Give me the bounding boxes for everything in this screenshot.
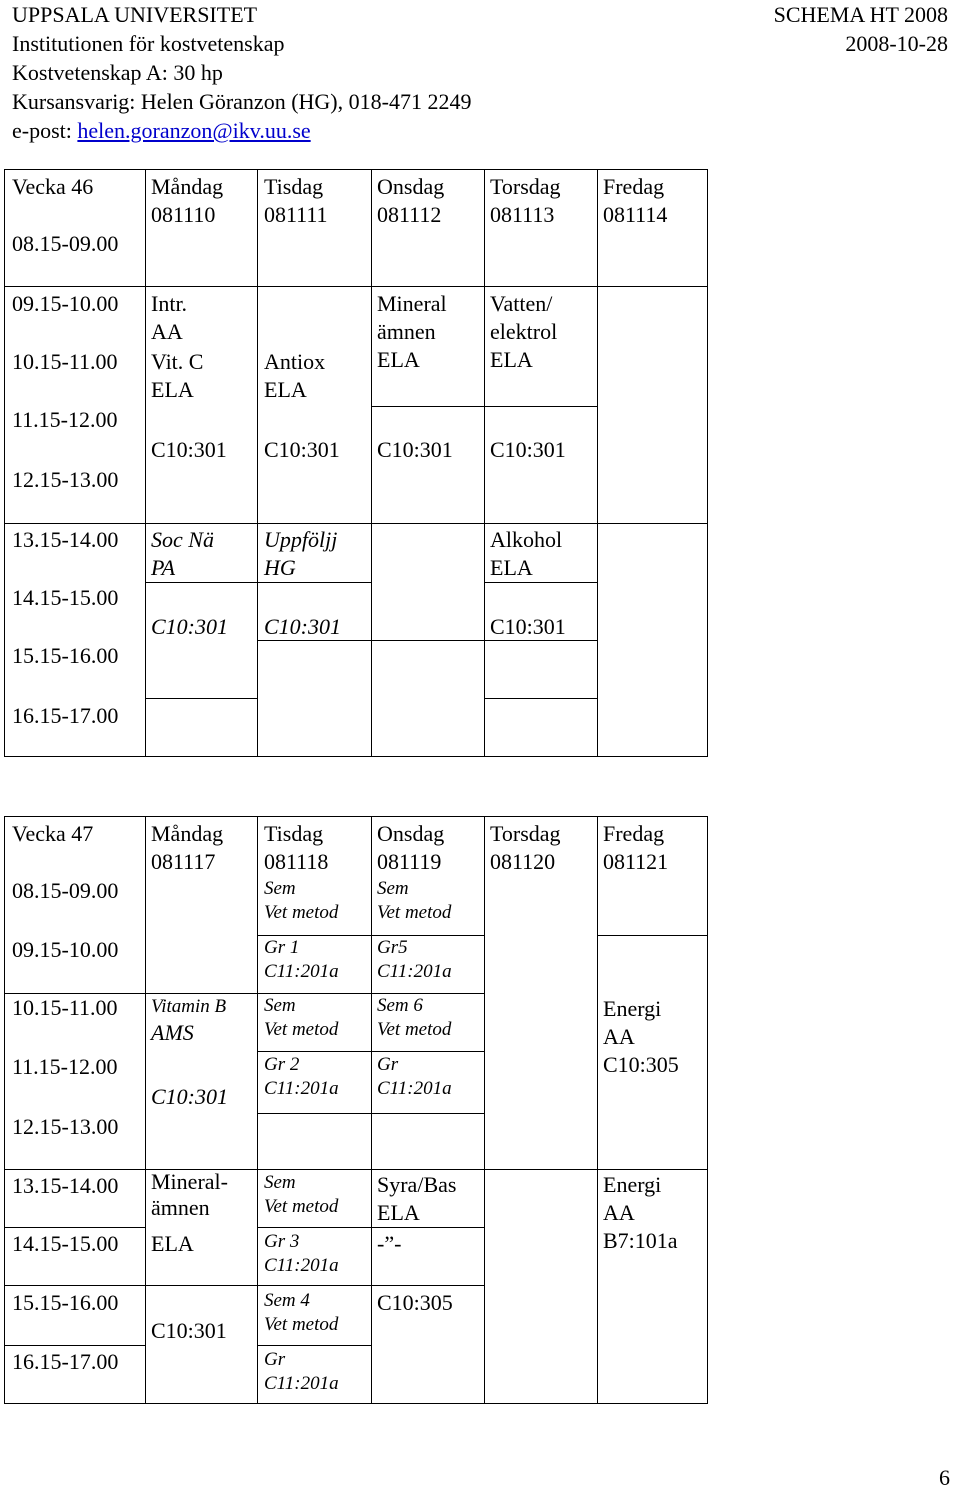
seminar-cell: Sem Vet metod bbox=[377, 878, 452, 923]
lecture-cell: Antiox ELA bbox=[264, 349, 326, 402]
lecture-cell: Vitamin B bbox=[151, 996, 227, 1017]
time-slot: 15.15-16.00 bbox=[12, 643, 119, 668]
seminar-cell: Sem 4 Vet metod bbox=[264, 1290, 339, 1335]
day-name: Tisdag bbox=[264, 174, 324, 199]
group-cell: Gr 3 C11:201a bbox=[264, 1231, 339, 1276]
lecture-cell: Syra/Bas ELA bbox=[377, 1172, 457, 1225]
lecture-cell: Soc Nä PA bbox=[151, 527, 214, 580]
week46-schedule bbox=[4, 169, 708, 757]
room-cell: C10:301 bbox=[151, 614, 228, 639]
lecture-cell: Energi AA B7:101a bbox=[603, 1172, 678, 1253]
group-cell: Gr C11:201a bbox=[264, 1349, 339, 1394]
time-slot: 10.15-11.00 bbox=[12, 349, 118, 374]
group-cell: Gr C11:201a bbox=[377, 1054, 452, 1099]
ditto-cell: -”- bbox=[377, 1231, 402, 1256]
room-cell: C10:301 bbox=[377, 437, 453, 462]
room-cell: C10:301 bbox=[151, 1084, 228, 1109]
time-slot: 08.15-09.00 bbox=[12, 231, 119, 256]
time-slot: 09.15-10.00 bbox=[12, 291, 119, 316]
day-date: 081111 bbox=[264, 202, 328, 227]
time-slot: 16.15-17.00 bbox=[12, 703, 119, 728]
room-cell: C10:301 bbox=[151, 1318, 227, 1343]
group-cell: Gr5 C11:201a bbox=[377, 937, 452, 982]
day-name: Onsdag bbox=[377, 174, 445, 199]
day-date: 081120 bbox=[490, 849, 556, 874]
day-name: Måndag bbox=[151, 174, 224, 199]
lecture-cell: ELA bbox=[151, 1231, 194, 1256]
lecture-cell: Vit. C ELA bbox=[151, 349, 204, 402]
lecture-cell: Mineral ämnen ELA bbox=[377, 291, 447, 372]
course-name: Kostvetenskap A: 30 hp bbox=[12, 60, 223, 85]
email-label: e-post: bbox=[12, 118, 78, 143]
week-label: Vecka 46 bbox=[12, 174, 94, 199]
time-slot: 10.15-11.00 bbox=[12, 995, 118, 1020]
day-name: Tisdag bbox=[264, 821, 324, 846]
day-name: Onsdag bbox=[377, 821, 445, 846]
time-slot: 13.15-14.00 bbox=[12, 527, 119, 552]
time-slot: 16.15-17.00 bbox=[12, 1349, 119, 1374]
time-slot: 11.15-12.00 bbox=[12, 1054, 118, 1079]
schedule-title: SCHEMA HT 2008 bbox=[773, 2, 948, 27]
room-cell: C10:301 bbox=[264, 614, 341, 639]
day-date: 081117 bbox=[151, 849, 216, 874]
day-name: Fredag bbox=[603, 174, 665, 199]
time-slot: 09.15-10.00 bbox=[12, 937, 119, 962]
course-responsible: Kursansvarig: Helen Göranzon (HG), 018-471 2249 bbox=[12, 89, 472, 114]
page-number: 6 bbox=[939, 1465, 950, 1490]
time-slot: 12.15-13.00 bbox=[12, 1114, 119, 1139]
lecture-cell: Uppföljj HG bbox=[264, 527, 338, 580]
week47-schedule bbox=[4, 816, 708, 1404]
room-cell: C10:301 bbox=[490, 437, 566, 462]
day-date: 081110 bbox=[151, 202, 216, 227]
lecture-cell: Intr. AA bbox=[151, 291, 188, 344]
document-header bbox=[12, 0, 948, 145]
email-link[interactable]: helen.goranzon@ikv.uu.se bbox=[77, 118, 311, 143]
time-slot: 15.15-16.00 bbox=[12, 1290, 119, 1315]
day-date: 081121 bbox=[603, 849, 669, 874]
day-name: Torsdag bbox=[490, 174, 561, 199]
institution-name: Institutionen för kostvetenskap bbox=[12, 31, 285, 56]
seminar-cell: Sem Vet metod bbox=[264, 878, 339, 923]
week-label: Vecka 47 bbox=[12, 821, 94, 846]
time-slot: 12.15-13.00 bbox=[12, 467, 119, 492]
time-slot: 14.15-15.00 bbox=[12, 585, 119, 610]
university-name: UPPSALA UNIVERSITET bbox=[12, 2, 258, 27]
room-cell: C10:301 bbox=[264, 437, 340, 462]
document-date: 2008-10-28 bbox=[845, 31, 948, 56]
lecture-cell: Mineral- ämnen bbox=[151, 1169, 228, 1220]
room-cell: C10:305 bbox=[377, 1290, 453, 1315]
day-name: Torsdag bbox=[490, 821, 561, 846]
seminar-cell: Sem 6 Vet metod bbox=[377, 995, 452, 1040]
day-date: 081119 bbox=[377, 849, 442, 874]
time-slot: 14.15-15.00 bbox=[12, 1231, 119, 1256]
time-slot: 11.15-12.00 bbox=[12, 407, 118, 432]
room-cell: C10:301 bbox=[490, 614, 566, 639]
day-date: 081118 bbox=[264, 849, 329, 874]
day-name: Måndag bbox=[151, 821, 224, 846]
day-date: 081113 bbox=[490, 202, 555, 227]
email-line bbox=[12, 116, 311, 145]
day-name: Fredag bbox=[603, 821, 665, 846]
room-cell: C10:301 bbox=[151, 437, 227, 462]
seminar-cell: Sem Vet metod bbox=[264, 995, 339, 1040]
lecture-cell: AMS bbox=[151, 1020, 194, 1045]
time-slot: 08.15-09.00 bbox=[12, 878, 119, 903]
day-date: 081112 bbox=[377, 202, 442, 227]
group-cell: Gr 1 C11:201a bbox=[264, 937, 339, 982]
day-date: 081114 bbox=[603, 202, 668, 227]
lecture-cell: Alkohol ELA bbox=[490, 527, 563, 580]
seminar-cell: Sem Vet metod bbox=[264, 1172, 339, 1217]
lecture-cell: Vatten/ elektrol ELA bbox=[490, 291, 558, 372]
time-slot: 13.15-14.00 bbox=[12, 1173, 119, 1198]
lecture-cell: Energi AA C10:305 bbox=[603, 996, 679, 1077]
group-cell: Gr 2 C11:201a bbox=[264, 1054, 339, 1099]
